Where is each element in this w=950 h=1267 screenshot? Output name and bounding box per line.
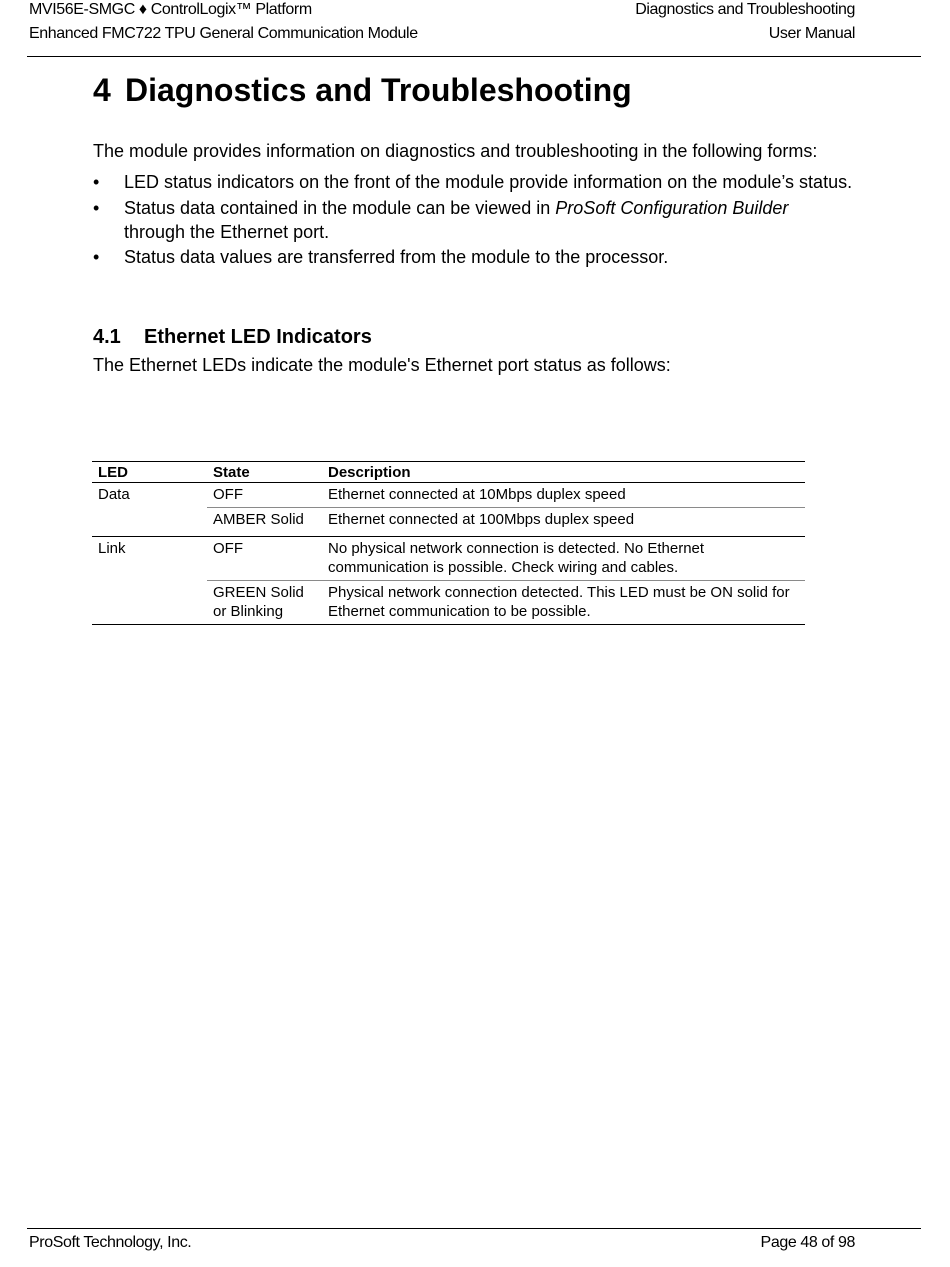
column-header-description: Description <box>322 462 805 483</box>
page-number: Page 48 of 98 <box>760 1234 855 1251</box>
footer-company: ProSoft Technology, Inc. <box>29 1234 192 1251</box>
header-product: MVI56E-SMGC ♦ ControlLogix™ Platform <box>29 1 312 18</box>
led-cell: Link <box>92 537 207 625</box>
description-cell: Physical network connection detected. This LED must be ON solid for Ethernet communication to be possible. <box>322 581 805 625</box>
description-cell: No physical network connection is detected. No Ethernet communication is possible. Check wiring and cables. <box>322 537 805 581</box>
column-header-state: State <box>207 462 322 483</box>
table-header-row <box>92 462 805 483</box>
bullet-text: Status data values are transferred from the module to the processor. <box>124 247 669 267</box>
page-content <box>93 68 853 377</box>
chapter-number: 4 <box>93 72 111 108</box>
bullet-list <box>93 170 853 269</box>
header-doc-type: User Manual <box>768 25 855 42</box>
table-row <box>92 483 805 508</box>
bullet-emphasis: ProSoft Configuration Builder <box>555 198 789 218</box>
section-title <box>93 324 853 350</box>
section-number: 4.1 <box>93 326 121 348</box>
chapter-intro: The module provides information on diagnostics and troubleshooting in the following forms: <box>93 141 818 161</box>
state-cell: OFF <box>207 537 322 581</box>
list-item <box>93 245 853 269</box>
header-module: Enhanced FMC722 TPU General Communication Module <box>29 25 418 42</box>
description-cell: Ethernet connected at 100Mbps duplex speed <box>322 508 805 537</box>
bullet-text: through the Ethernet port. <box>124 222 330 242</box>
bullet-text: LED status indicators on the front of the module provide information on the module’s status. <box>124 172 853 192</box>
list-item <box>93 170 853 194</box>
header-rule <box>27 56 921 57</box>
chapter-title <box>93 68 853 112</box>
section-title-text: Ethernet LED Indicators <box>144 326 372 348</box>
section-intro: The Ethernet LEDs indicate the module's Ethernet port status as follows: <box>93 355 671 375</box>
state-cell: OFF <box>213 486 243 503</box>
bullet-glyph: • <box>93 198 100 218</box>
page-header <box>29 0 855 50</box>
column-header-led: LED <box>92 462 207 483</box>
state-cell: GREEN Solid or Blinking <box>207 581 322 625</box>
description-cell: Ethernet connected at 10Mbps duplex speed <box>328 486 626 503</box>
list-item <box>93 196 853 244</box>
bullet-text: Status data contained in the module can be viewed in <box>124 198 556 218</box>
bullet-glyph: • <box>93 247 100 267</box>
state-cell: AMBER Solid <box>207 508 322 537</box>
table-row <box>92 537 805 581</box>
chapter-title-text: Diagnostics and Troubleshooting <box>125 72 632 108</box>
bullet-glyph: • <box>93 172 100 192</box>
footer-rule <box>27 1228 921 1229</box>
led-table <box>92 461 805 625</box>
led-cell: Data <box>98 486 130 503</box>
header-chapter: Diagnostics and Troubleshooting <box>635 1 855 18</box>
